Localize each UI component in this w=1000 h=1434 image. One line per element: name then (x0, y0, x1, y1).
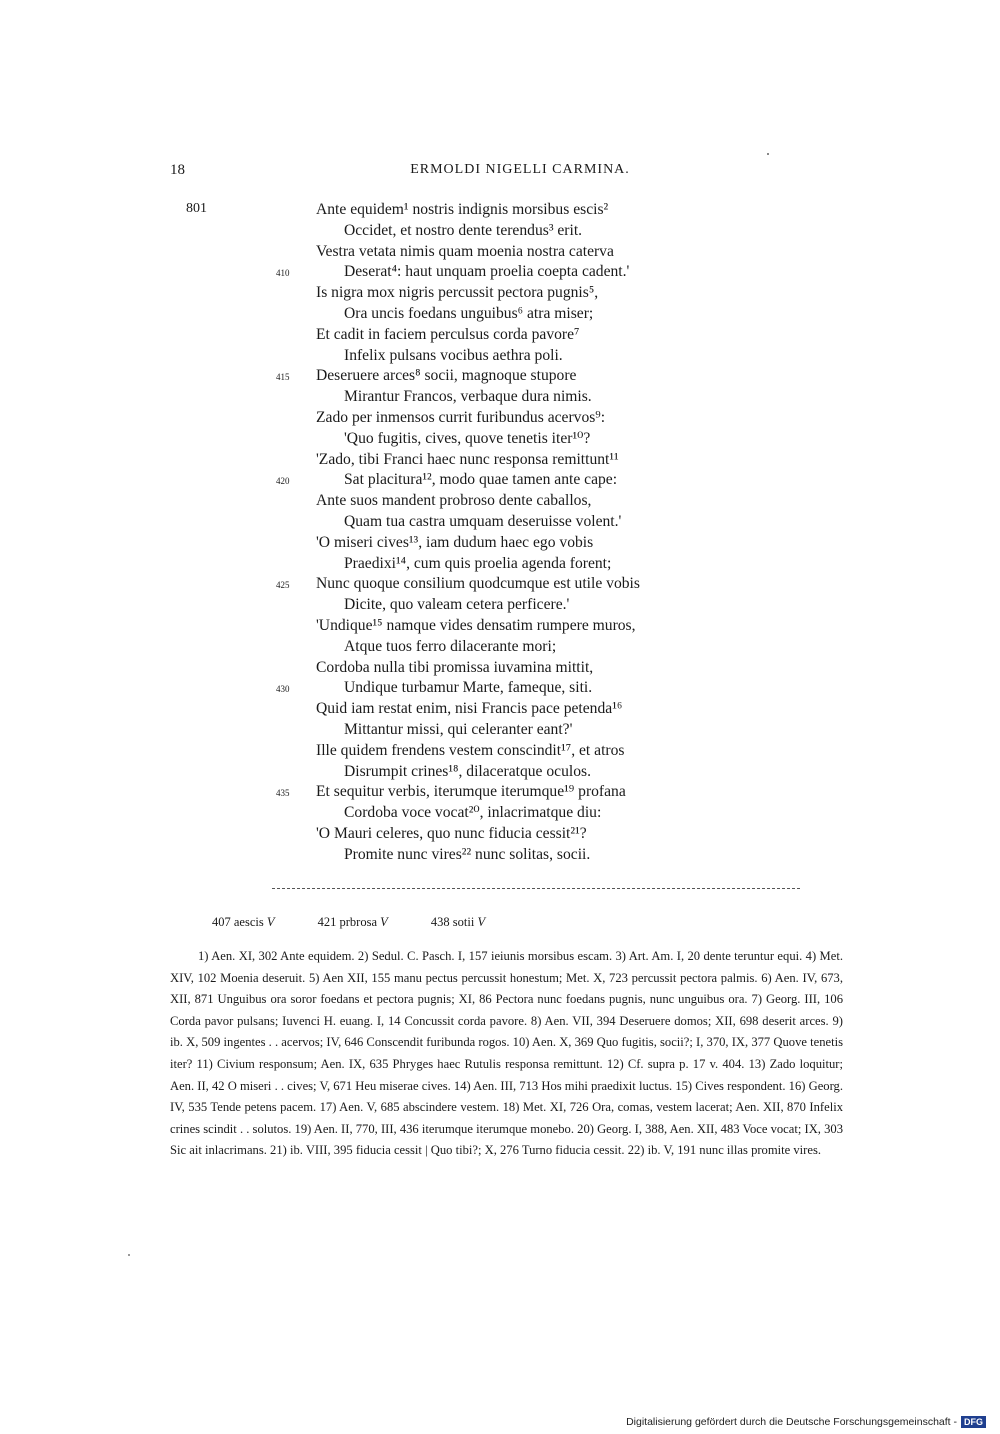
verse-text: Cordoba voce vocat²⁰, inlacrimatque diu: (344, 804, 602, 822)
verse-line (0, 429, 1000, 450)
verse-line (0, 574, 1000, 595)
verse-line (0, 782, 1000, 803)
verse-text: Ante suos mandent probroso dente caballos, (316, 492, 592, 510)
verse-line (0, 221, 1000, 242)
line-number: 415 (276, 372, 290, 383)
verse-text: Zado per inmensos currit furibundus acervos⁹: (316, 408, 606, 426)
verse-line (0, 554, 1000, 575)
verse-text: Infelix pulsans vocibus aethra poli. (344, 346, 563, 364)
verse-line (0, 325, 1000, 346)
verse-text: Ora uncis foedans unguibus⁶ atra miser; (344, 304, 594, 322)
verse-text: Mittantur missi, qui celeranter eant?' (344, 720, 573, 738)
verse-text: 'Quo fugitis, cives, quove tenetis iter¹⁰? (344, 429, 591, 447)
verse-line (0, 346, 1000, 367)
scan-speck (767, 153, 769, 155)
verse-text: Et cadit in faciem perculsus corda pavore⁷ (316, 325, 580, 343)
verse-line (0, 595, 1000, 616)
verse-line (0, 678, 1000, 699)
critical-apparatus (212, 915, 525, 930)
verse-text: Et sequitur verbis, iterumque iterumque¹⁹ profana (316, 783, 626, 801)
verse-text: Sat placitura¹², modo quae tamen ante cape: (344, 471, 618, 489)
verse-text: Promite nunc vires²² nunc solitas, socii. (344, 845, 591, 863)
verse-text: Ille quidem frendens vestem conscindit¹⁷, et atros (316, 741, 625, 759)
verse-text: Ante equidem¹ nostris indignis morsibus escis² (316, 201, 609, 218)
verse-line (0, 824, 1000, 845)
verse-line (0, 450, 1000, 471)
verse-line (0, 533, 1000, 554)
verse-line (0, 262, 1000, 283)
running-title: ERMOLDI NIGELLI CARMINA. (410, 162, 630, 177)
verse-text: Quid iam restat enim, nisi Francis pace petenda¹⁶ (316, 700, 623, 718)
line-number: 430 (276, 684, 290, 695)
verse-line (0, 762, 1000, 783)
verse-line (0, 283, 1000, 304)
verse-line (0, 366, 1000, 387)
verse-line (0, 637, 1000, 658)
verse-line (0, 242, 1000, 263)
scan-speck (128, 1254, 130, 1256)
verse-line (0, 512, 1000, 533)
verse-text: 'O miseri cives¹³, iam dudum haec ego vobis (316, 533, 594, 551)
verse-line (0, 803, 1000, 824)
verse-line (0, 408, 1000, 429)
verse-text: Undique turbamur Marte, fameque, siti. (344, 679, 593, 697)
verse-text: Deseruere arces⁸ socii, magnoque stupore (316, 367, 577, 385)
verse-line (0, 491, 1000, 512)
line-number: 420 (276, 476, 290, 487)
line-number: 410 (276, 268, 290, 279)
apparatus-entry: 421 prbrosa V (317, 915, 388, 929)
source-notes: 1) Aen. XI, 302 Ante equidem. 2) Sedul. C. Pasch. I, 157 ieiunis morsibus escam. 3) Art. Am. I, 20 dente teruntur equi. 4) Met. XIV, 102 Moenia deseruit. 5) Aen XII, 155 manu pectus percussit honestum; Met. X, 723 percussit pectora palmis. 6) Aen. IV, 673, XII, 871 Unguibus ora soror foedans et pectora pugnis; XI, 86 Pectora nunc foedans pugnis, nunc unguibus ora. 7) Georg. III, 106 Corda pavor pulsans; Iuvenci H. euang. I, 14 Concussit corda pavore. 8) Aen. VII, 394 Deseruere domos; XII, 698 deserit arces. 9) ib. X, 509 ingentes . . acervos; IV, 646 Conscendit furibunda rogos. 10) Aen. X, 369 Quo fugitis, socii?; I, 370, IX, 377 Quove tenetis iter? 11) Civium responsum; Aen. IX, 635 Phryges haec Rutulis responsa remittunt. 12) Cf. supra p. 17 v. 404. 13) Zado loquitur; Aen. II, 42 O miseri . . cives; V, 671 Heu miserae cives. 14) Aen. III, 713 Hos mihi praedixit luctus. 15) Cives respondent. 16) Georg. IV, 535 Tende petens pacem. 17) Aen. V, 685 abscindere vestem. 18) Met. XI, 726 Ora, comas, vestem lacerat; Aen. XII, 870 Infelix crines scindit . . solutos. 19) Aen. II, 770, III, 436 iterumque iterumque monebo. 20) Georg. I, 388, Aen. XII, 483 Voce vocat; IX, 303 Sic ait inlacrimans. 21) ib. VIII, 395 fiducia cessit | Quo tibi?; X, 276 Turno fiducia cessit. 22) ib. V, 191 nunc illas promite vires. (170, 949, 843, 1158)
verse-line (0, 658, 1000, 679)
verse-text: Is nigra mox nigris percussit pectora pugnis⁵, (316, 284, 599, 302)
verse-line (0, 845, 1000, 866)
line-number: 435 (276, 788, 290, 799)
verse-line (0, 616, 1000, 637)
verse-line (0, 470, 1000, 491)
verse-text: Dicite, quo valeam cetera perficere.' (344, 596, 570, 614)
apparatus-entry: 438 sotii V (430, 915, 486, 929)
verse-line (0, 200, 1000, 221)
verse-text: Vestra vetata nimis quam moenia nostra caterva (316, 242, 614, 260)
verse-text: 'Undique¹⁵ namque vides densatim rumpere muros, (316, 616, 636, 634)
verse-text: Quam tua castra umquam deseruisse volent.' (344, 512, 622, 530)
verse-line (0, 387, 1000, 408)
verse-line (0, 741, 1000, 762)
verse-line (0, 304, 1000, 325)
verse-text: Atque tuos ferro dilacerante mori; (344, 637, 557, 655)
first-line-number: 801 (186, 201, 207, 216)
verse-line (0, 699, 1000, 720)
footnote-separator (272, 888, 800, 889)
verse-text: Disrumpit crines¹⁸, dilaceratque oculos. (344, 762, 591, 780)
verse-text: Cordoba nulla tibi promissa iuvamina mittit, (316, 658, 594, 676)
digitization-credit: Digitalisierung gefördert durch die Deutsche Forschungsgemeinschaft - DFG (626, 1416, 986, 1428)
verse-text: Nunc quoque consilium quodcumque est utile vobis (316, 575, 640, 593)
verse-text: 'O Mauri celeres, quo nunc fiducia cessit²¹? (316, 824, 587, 842)
verse-text: Praedixi¹⁴, cum quis proelia agenda forent; (344, 554, 612, 572)
dfg-logo: DFG (961, 1416, 986, 1428)
verse-text: Deserat⁴: haut unquam proelia coepta cadent.' (344, 263, 630, 281)
verse-text: Occidet, et nostro dente terendus³ erit. (344, 221, 583, 239)
page-number: 18 (170, 162, 185, 178)
verse-text: Mirantur Francos, verbaque dura nimis. (344, 388, 592, 406)
verse-text: 'Zado, tibi Franci haec nunc responsa remittunt¹¹ (316, 450, 619, 468)
line-number: 425 (276, 580, 290, 591)
verse-line (0, 720, 1000, 741)
apparatus-entry: 407 aescis V (212, 915, 275, 929)
poem-text (0, 200, 1000, 866)
